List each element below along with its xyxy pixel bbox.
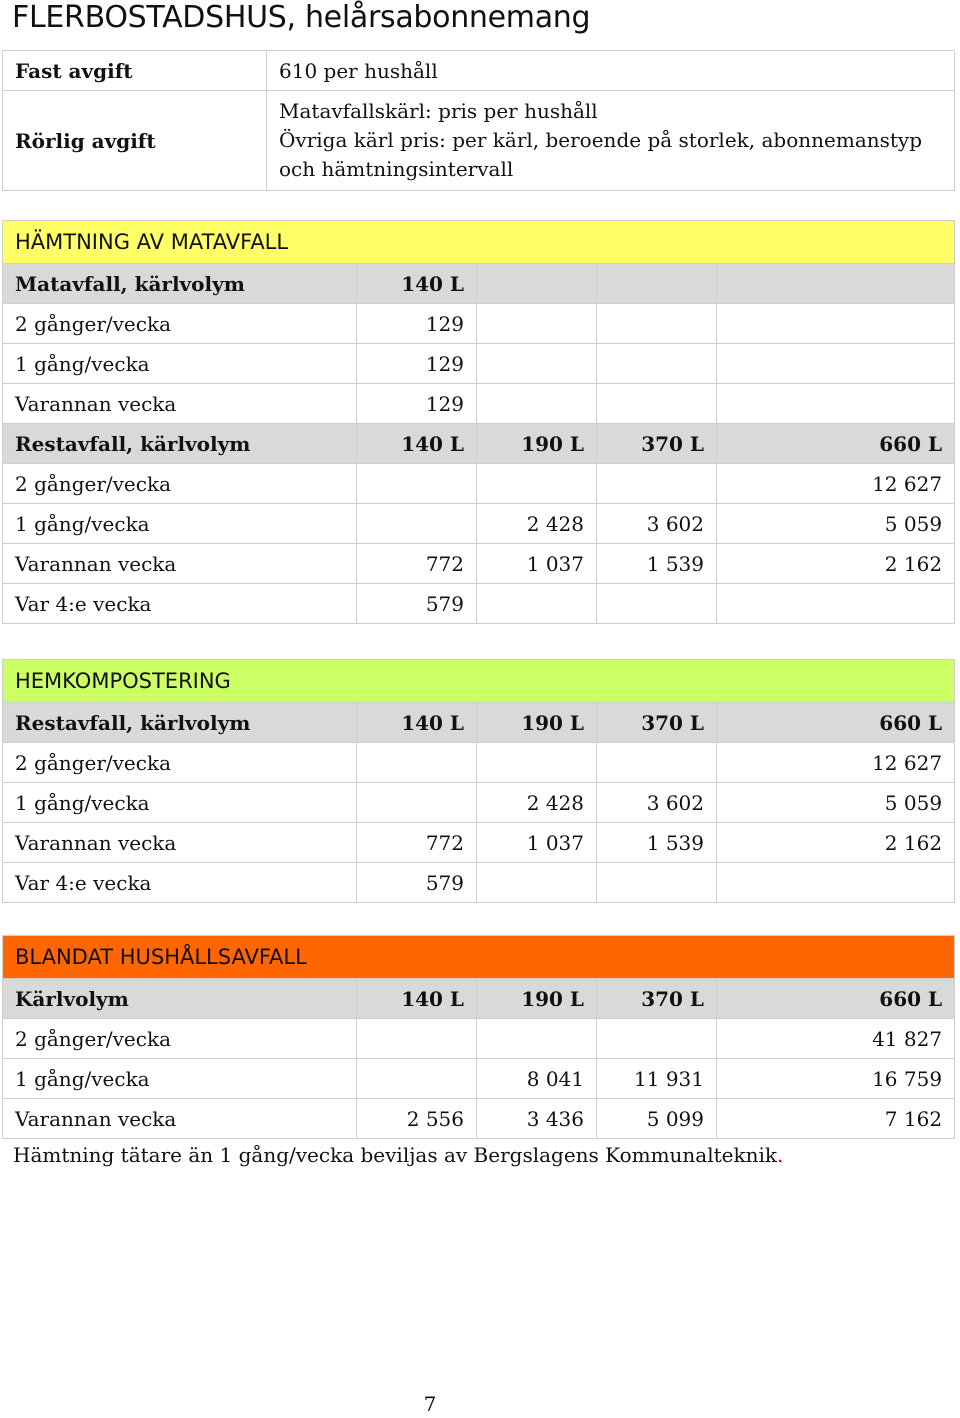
section-title-row [3, 660, 955, 703]
table-row [3, 304, 955, 344]
table-row [3, 384, 955, 424]
volume-header-cell: 190 L [477, 424, 597, 464]
footnote [13, 1143, 783, 1167]
volume-header-cell: 660 L [717, 703, 955, 743]
price-cell [357, 464, 477, 504]
volume-header-cell [717, 264, 955, 304]
frequency-label: 2 gånger/vecka [3, 304, 357, 344]
price-cell: 41 827 [717, 1019, 955, 1059]
frequency-label: 2 gånger/vecka [3, 743, 357, 783]
price-cell: 772 [357, 544, 477, 584]
price-cell: 129 [357, 384, 477, 424]
section-title: HÄMTNING AV MATAVFALL [3, 221, 955, 264]
price-cell [597, 304, 717, 344]
volume-header-cell: 140 L [357, 424, 477, 464]
price-table-3 [2, 935, 955, 1139]
price-cell [477, 743, 597, 783]
volume-header-label: Restavfall, kärlvolym [3, 703, 357, 743]
volume-header-cell: 190 L [477, 979, 597, 1019]
price-cell [717, 863, 955, 903]
frequency-label: 2 gånger/vecka [3, 464, 357, 504]
table-row [3, 1059, 955, 1099]
price-cell [477, 384, 597, 424]
table-row [3, 783, 955, 823]
price-cell: 2 162 [717, 544, 955, 584]
frequency-label: Varannan vecka [3, 544, 357, 584]
variable-fee-value [267, 91, 955, 191]
volume-header-cell [597, 264, 717, 304]
volume-header-cell [477, 264, 597, 304]
price-cell: 7 162 [717, 1099, 955, 1139]
volume-header-row [3, 979, 955, 1019]
section-title: HEMKOMPOSTERING [3, 660, 955, 703]
price-cell: 3 602 [597, 783, 717, 823]
price-cell: 3 602 [597, 504, 717, 544]
price-table-2 [2, 659, 955, 903]
footnote-period: . [777, 1143, 784, 1167]
price-cell: 1 037 [477, 823, 597, 863]
volume-header-row [3, 264, 955, 304]
price-cell: 16 759 [717, 1059, 955, 1099]
volume-header-cell: 370 L [597, 979, 717, 1019]
price-cell: 129 [357, 344, 477, 384]
price-cell: 579 [357, 584, 477, 624]
price-cell [477, 464, 597, 504]
price-cell: 1 037 [477, 544, 597, 584]
page-number: 7 [423, 1392, 437, 1416]
price-cell: 2 428 [477, 504, 597, 544]
page-title: FLERBOSTADSHUS, helårsabonnemang [12, 0, 591, 35]
price-cell: 3 436 [477, 1099, 597, 1139]
volume-header-cell: 140 L [357, 979, 477, 1019]
frequency-label: 1 gång/vecka [3, 1059, 357, 1099]
fixed-fee-row [3, 51, 955, 91]
volume-header-label: Matavfall, kärlvolym [3, 264, 357, 304]
price-cell [597, 344, 717, 384]
price-cell [597, 863, 717, 903]
volume-header-cell: 370 L [597, 424, 717, 464]
table-row [3, 584, 955, 624]
volume-header-row [3, 424, 955, 464]
price-cell [357, 743, 477, 783]
section-title-row [3, 221, 955, 264]
variable-fee-line-other: Övriga kärl pris: per kärl, beroende på storlek, abonnemanstyp och hämtningsintervall [279, 128, 923, 181]
price-cell [357, 504, 477, 544]
frequency-label: Var 4:e vecka [3, 863, 357, 903]
price-cell [597, 384, 717, 424]
fixed-fee-value: 610 per hushåll [267, 51, 955, 91]
price-cell: 1 539 [597, 823, 717, 863]
volume-header-cell: 660 L [717, 979, 955, 1019]
variable-fee-line-food: Matavfallskärl: pris per hushåll [279, 99, 598, 123]
frequency-label: Varannan vecka [3, 1099, 357, 1139]
fee-table [2, 50, 955, 191]
frequency-label: 1 gång/vecka [3, 783, 357, 823]
price-cell [597, 1019, 717, 1059]
table-row [3, 544, 955, 584]
frequency-label: Varannan vecka [3, 384, 357, 424]
volume-header-row [3, 703, 955, 743]
price-cell: 5 059 [717, 504, 955, 544]
table-row [3, 504, 955, 544]
table-row [3, 344, 955, 384]
price-cell [357, 1019, 477, 1059]
price-cell: 12 627 [717, 464, 955, 504]
volume-header-cell: 140 L [357, 264, 477, 304]
price-cell [597, 584, 717, 624]
price-cell: 5 099 [597, 1099, 717, 1139]
frequency-label: 1 gång/vecka [3, 504, 357, 544]
price-cell [477, 863, 597, 903]
price-cell: 11 931 [597, 1059, 717, 1099]
price-cell [357, 1059, 477, 1099]
price-cell: 129 [357, 304, 477, 344]
price-cell [597, 464, 717, 504]
price-cell: 772 [357, 823, 477, 863]
frequency-label: 2 gånger/vecka [3, 1019, 357, 1059]
volume-header-cell: 190 L [477, 703, 597, 743]
price-cell [717, 584, 955, 624]
frequency-label: Varannan vecka [3, 823, 357, 863]
price-cell: 5 059 [717, 783, 955, 823]
price-cell [477, 344, 597, 384]
price-cell: 579 [357, 863, 477, 903]
table-row [3, 743, 955, 783]
price-cell [717, 384, 955, 424]
table-row [3, 823, 955, 863]
table-row [3, 1099, 955, 1139]
price-cell [717, 344, 955, 384]
price-cell [477, 1019, 597, 1059]
frequency-label: 1 gång/vecka [3, 344, 357, 384]
volume-header-cell: 140 L [357, 703, 477, 743]
price-cell: 12 627 [717, 743, 955, 783]
variable-fee-label: Rörlig avgift [3, 91, 267, 191]
price-cell: 2 162 [717, 823, 955, 863]
price-cell: 8 041 [477, 1059, 597, 1099]
price-cell: 1 539 [597, 544, 717, 584]
price-table-1 [2, 220, 955, 624]
price-cell: 2 428 [477, 783, 597, 823]
volume-header-label: Kärlvolym [3, 979, 357, 1019]
footnote-text: Hämtning tätare än 1 gång/vecka beviljas av Bergslagens Kommunalteknik [13, 1143, 778, 1167]
frequency-label: Var 4:e vecka [3, 584, 357, 624]
volume-header-cell: 370 L [597, 703, 717, 743]
table-row [3, 863, 955, 903]
volume-header-cell: 660 L [717, 424, 955, 464]
fixed-fee-label: Fast avgift [3, 51, 267, 91]
price-cell [717, 304, 955, 344]
price-cell: 2 556 [357, 1099, 477, 1139]
price-cell [477, 584, 597, 624]
volume-header-label: Restavfall, kärlvolym [3, 424, 357, 464]
price-cell [357, 783, 477, 823]
price-cell [477, 304, 597, 344]
variable-fee-row [3, 91, 955, 191]
section-title: BLANDAT HUSHÅLLSAVFALL [3, 936, 955, 979]
table-row [3, 1019, 955, 1059]
table-row [3, 464, 955, 504]
section-title-row [3, 936, 955, 979]
price-cell [597, 743, 717, 783]
